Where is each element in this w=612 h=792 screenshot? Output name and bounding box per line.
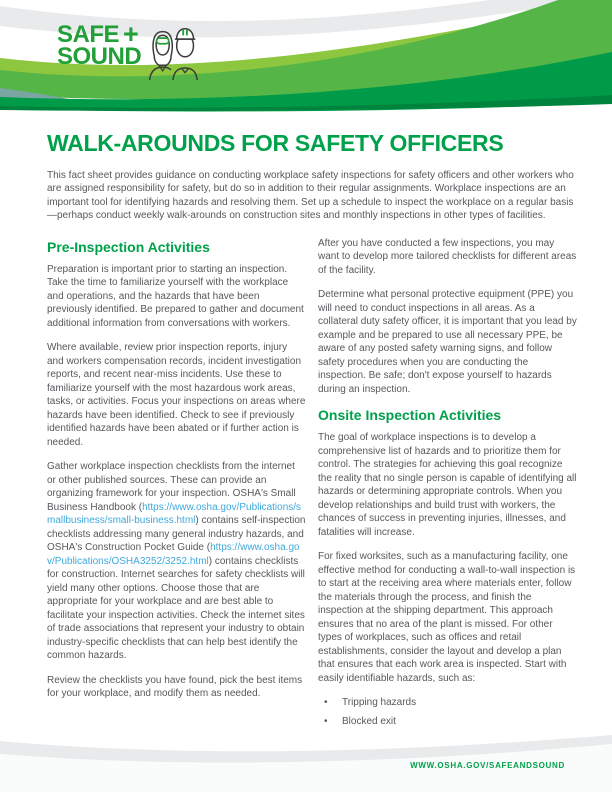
safe-and-sound-logo [57,19,201,82]
footer-website-url[interactable]: WWW.OSHA.GOV/SAFEANDSOUND [410,761,565,770]
paragraph-text: Gather workplace inspection checklists from the internet or other published sources. These can provide an organizing framework for your inspection. OSHA's Small Business Handbook ( [47,461,296,513]
logo-word-safe: SAFE [57,21,120,48]
paragraph: The goal of workplace inspections is to develop a comprehensive list of hazards and to prioritize them for control. The strategies for achieving this goal recognize the reality that no single person is capable of identifying all hazards or determining appropriate controls. When you develop relationships and build trust with workers, the chances of success in preventing injuries, illnesses, and fatalities will increase. [318,432,577,538]
paragraph: For fixed worksites, such as a manufacturing facility, one effective method for conducting a wall-to-wall inspection is to start at the receiving area where materials enter, follow the materials through the process, and finish the inspection at the shipping department. This approach ensures that no area of the plant is missed. For other types of workplaces, such as offices and retail establishments, consider the layout and develop a plan that ensures that each work area is inspected. Start with easily identifiable hazards, such as: [318,551,576,684]
document-body [47,130,577,733]
logo-wordmark [57,19,142,71]
paragraph-text: ) contains checklists for construction. Internet searches for safety checklists will yield many other options. Choose those that are appropriate for your workplace and are best able to facilitate your inspection activities. Check the internet sites of trade associations that represent your industry to obtain industry-specific checklists that can help best identify the common hazards. [47,555,305,662]
workers-icon [143,26,201,82]
intro-paragraph: This fact sheet provides guidance on conducting workplace safety inspections for safety officers and other workers who are assigned responsibility for safety, but do so in addition to their regular assignments. Workplace inspections are an important tool for identifying hazards and resolving them. Set up a schedule to inspect the workplace on a regular basis—perhaps conduct weekly walk-arounds on construction sites and monthly inspections in other types of facilities. [47,170,574,222]
plus-icon: + [123,19,139,50]
page-title: WALK-AROUNDS FOR SAFETY OFFICERS [47,130,504,156]
logo-word-sound: SOUND [57,43,142,71]
paragraph: Where available, review prior inspection reports, injury and workers compensation records, incident investigation reports, and recent near-miss incidents. Use these to familiarize yourself with the most hazardous work areas, tasks, or activities. Focus your inspections on areas where hazards have been identified. Check to see if previously identified hazards have been abated or if further action is needed. [47,342,306,448]
paragraph-with-links [47,460,306,663]
construction-pocket-guide-link[interactable]: https://www.osha.gov/Publications/OSHA3252/3252.html [47,542,300,567]
section-heading-onsite-inspection: Onsite Inspection Activities [318,407,502,424]
paragraph: Preparation is important prior to starting an inspection. Take the time to familiarize yourself with the workplace and operations, and the hazards that have been previously identified. Be prepared to gather and document additional information from conversations with workers. [47,263,304,329]
paragraph: After you have conducted a few inspections, you may want to develop more tailored checklists for different areas of the facility. [318,237,577,276]
paragraph: Review the checklists you have found, pick the best items for your workplace, and modify them as needed. [47,674,303,700]
list-item: • Blocked exit [324,715,577,729]
two-column-layout [47,237,577,734]
section-heading-pre-inspection: Pre-Inspection Activities [47,238,210,255]
paragraph: Determine what personal protective equipment (PPE) you will need to conduct inspections in all areas. As a collateral duty safety officer, it is important that you lead by example and be prepared to use all necessary PPE, be aware of any posted safety warning signs, and follow safety procedures when you are conducting the inspection. Be safe; don't expose yourself to hazards during an inspection. [318,289,577,395]
right-column [318,237,577,734]
list-item: • Tripping hazards [324,696,577,710]
small-business-handbook-link[interactable]: https://www.osha.gov/Publications/smallbusiness/small-business.html [47,501,302,527]
paragraph-text: ) contains self-inspection checklists addressing many general industry hazards, and OSHA's Construction Pocket Guide ( [47,515,306,554]
left-column [47,237,306,734]
hazard-bullet-list [318,696,577,728]
